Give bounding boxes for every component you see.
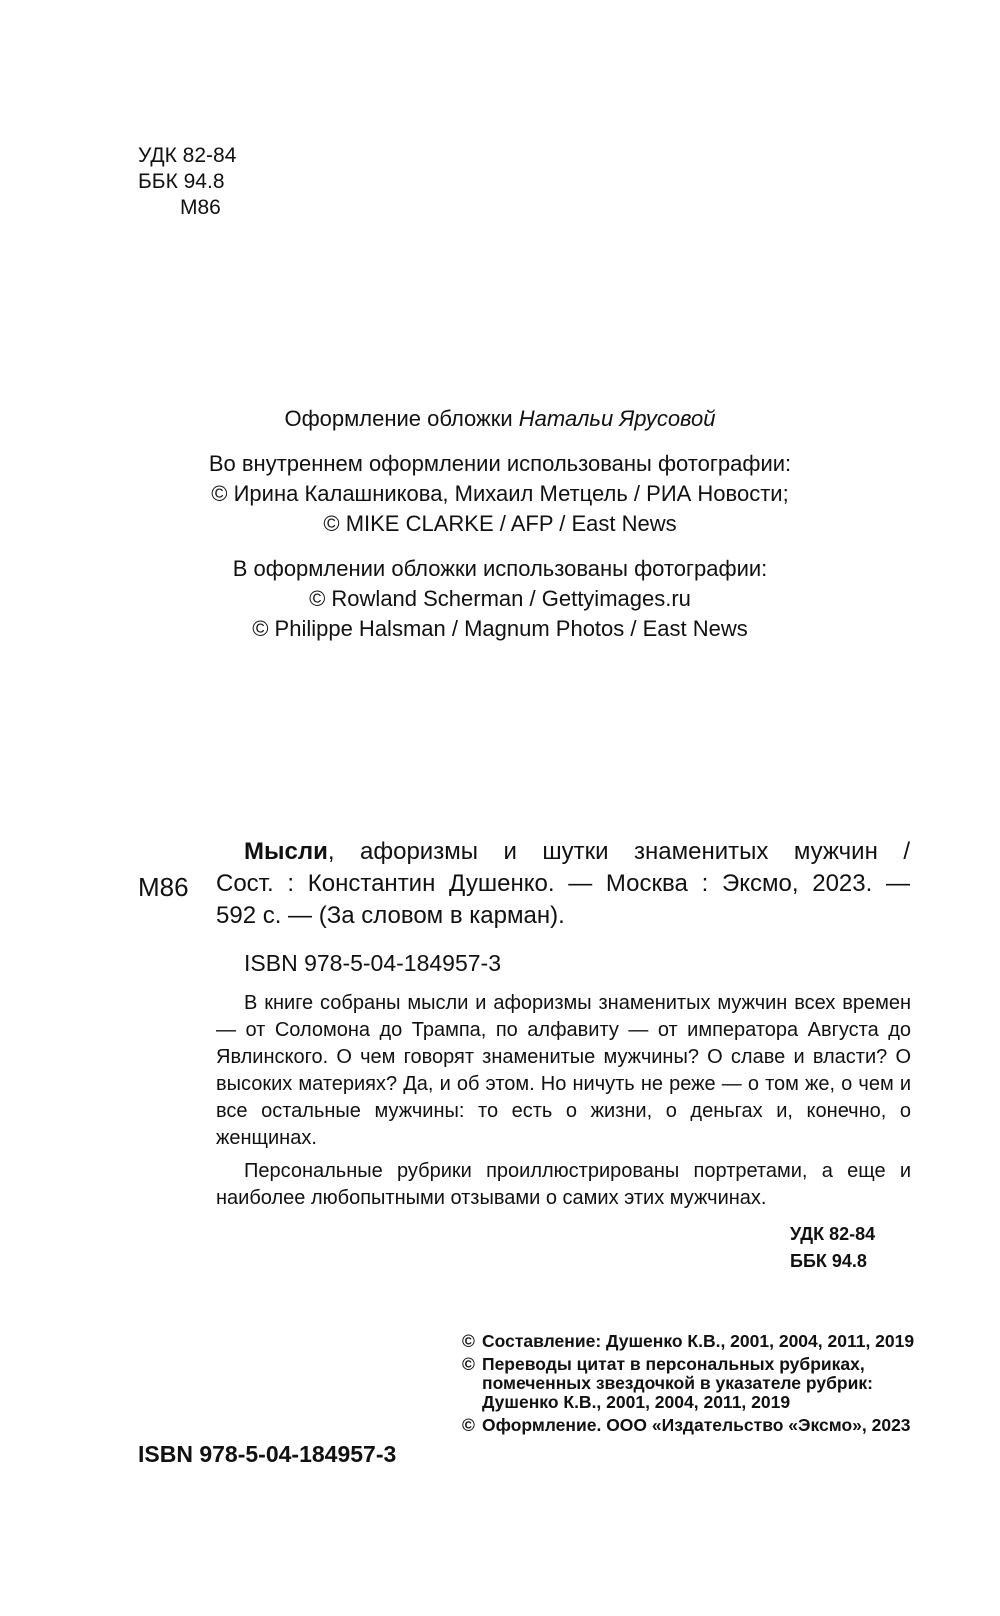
copyright-symbol: ©: [462, 1415, 475, 1435]
isbn: ISBN 978-5-04-184957-3: [244, 950, 501, 976]
bibliographic-author-mark: М86: [138, 872, 189, 902]
book-title: Мысли: [244, 838, 328, 865]
biblio-line-1: [216, 836, 910, 868]
cover-designer-name: Натальи Ярусовой: [518, 406, 716, 431]
biblio-line-2: Сост. : Константин Душенко. — Москва : Эксмо, 2023. —: [216, 870, 910, 897]
cover-photos-credit: © Philippe Halsman / Magnum Photos / East News: [252, 616, 748, 641]
copyright-block: [462, 1332, 932, 1439]
cover-photos-heading: В оформлении обложки использованы фотографии:: [232, 556, 768, 581]
interior-photos-heading: Во внутреннем оформлении использованы фотографии:: [208, 451, 792, 476]
cover-design-prefix: Оформление обложки: [284, 406, 513, 431]
copyright-symbol: ©: [462, 1331, 475, 1351]
udk-code: УДК 82-84: [790, 1224, 876, 1244]
title-rest: , афоризмы и шутки знаменитых мужчин /: [327, 838, 910, 865]
annotation: [216, 990, 911, 1212]
biblio-line-3: 592 с. — (За словом в карман).: [216, 902, 565, 929]
copyright-text: Переводы цитат в персональных рубриках, помеченных звездочкой в указателе рубрик: Душенко К.В., 2001, 2004, 2011, 2019: [482, 1354, 873, 1412]
annotation-paragraph: В книге собраны мысли и афоризмы знаменитых мужчин всех времен — от Соломона до Трампа, по алфавиту — от императора Августа до Явлинского. О чем говорят знаменитые мужчины? О славе и власти? О высоких материях? Да, и об этом. Но ничуть не реже — о том же, о чем и все остальные мужчины: то есть о жизни, о деньгах и, конечно, о женщинах.: [216, 992, 911, 1149]
annotation-paragraph: Персональные рубрики проиллюстрированы портретами, а еще и наиболее любопытными отзывами о самих этих мужчинах.: [216, 1160, 911, 1209]
bbk-code: ББК 94.8: [790, 1251, 867, 1271]
author-mark: М86: [180, 196, 221, 219]
copyright-item: [462, 1332, 932, 1351]
copyright-text: Составление: Душенко К.В., 2001, 2004, 2011, 2019: [482, 1331, 915, 1351]
classification-codes-bottom: [790, 1221, 875, 1275]
udk-code: УДК 82-84: [138, 144, 237, 167]
bibliographic-description: [216, 836, 910, 932]
copyright-item: [462, 1416, 932, 1435]
design-credits: [0, 404, 1000, 659]
copyright-item: [462, 1355, 932, 1412]
interior-photos-credit: © MIKE CLARKE / AFP / East News: [323, 511, 677, 536]
isbn-bottom: ISBN 978-5-04-184957-3: [138, 1441, 397, 1467]
cover-design-credit: [0, 404, 1000, 434]
copyright-text: Оформление. ООО «Издательство «Эксмо», 2023: [482, 1415, 911, 1435]
interior-photos-credit: © Ирина Калашникова, Михаил Метцель / РИА Новости;: [211, 481, 789, 506]
cover-photos-credit: © Rowland Scherman / Gettyimages.ru: [309, 586, 691, 611]
classification-codes-top: [138, 143, 236, 221]
copyright-symbol: ©: [462, 1354, 475, 1374]
bbk-code: ББК 94.8: [138, 170, 225, 193]
